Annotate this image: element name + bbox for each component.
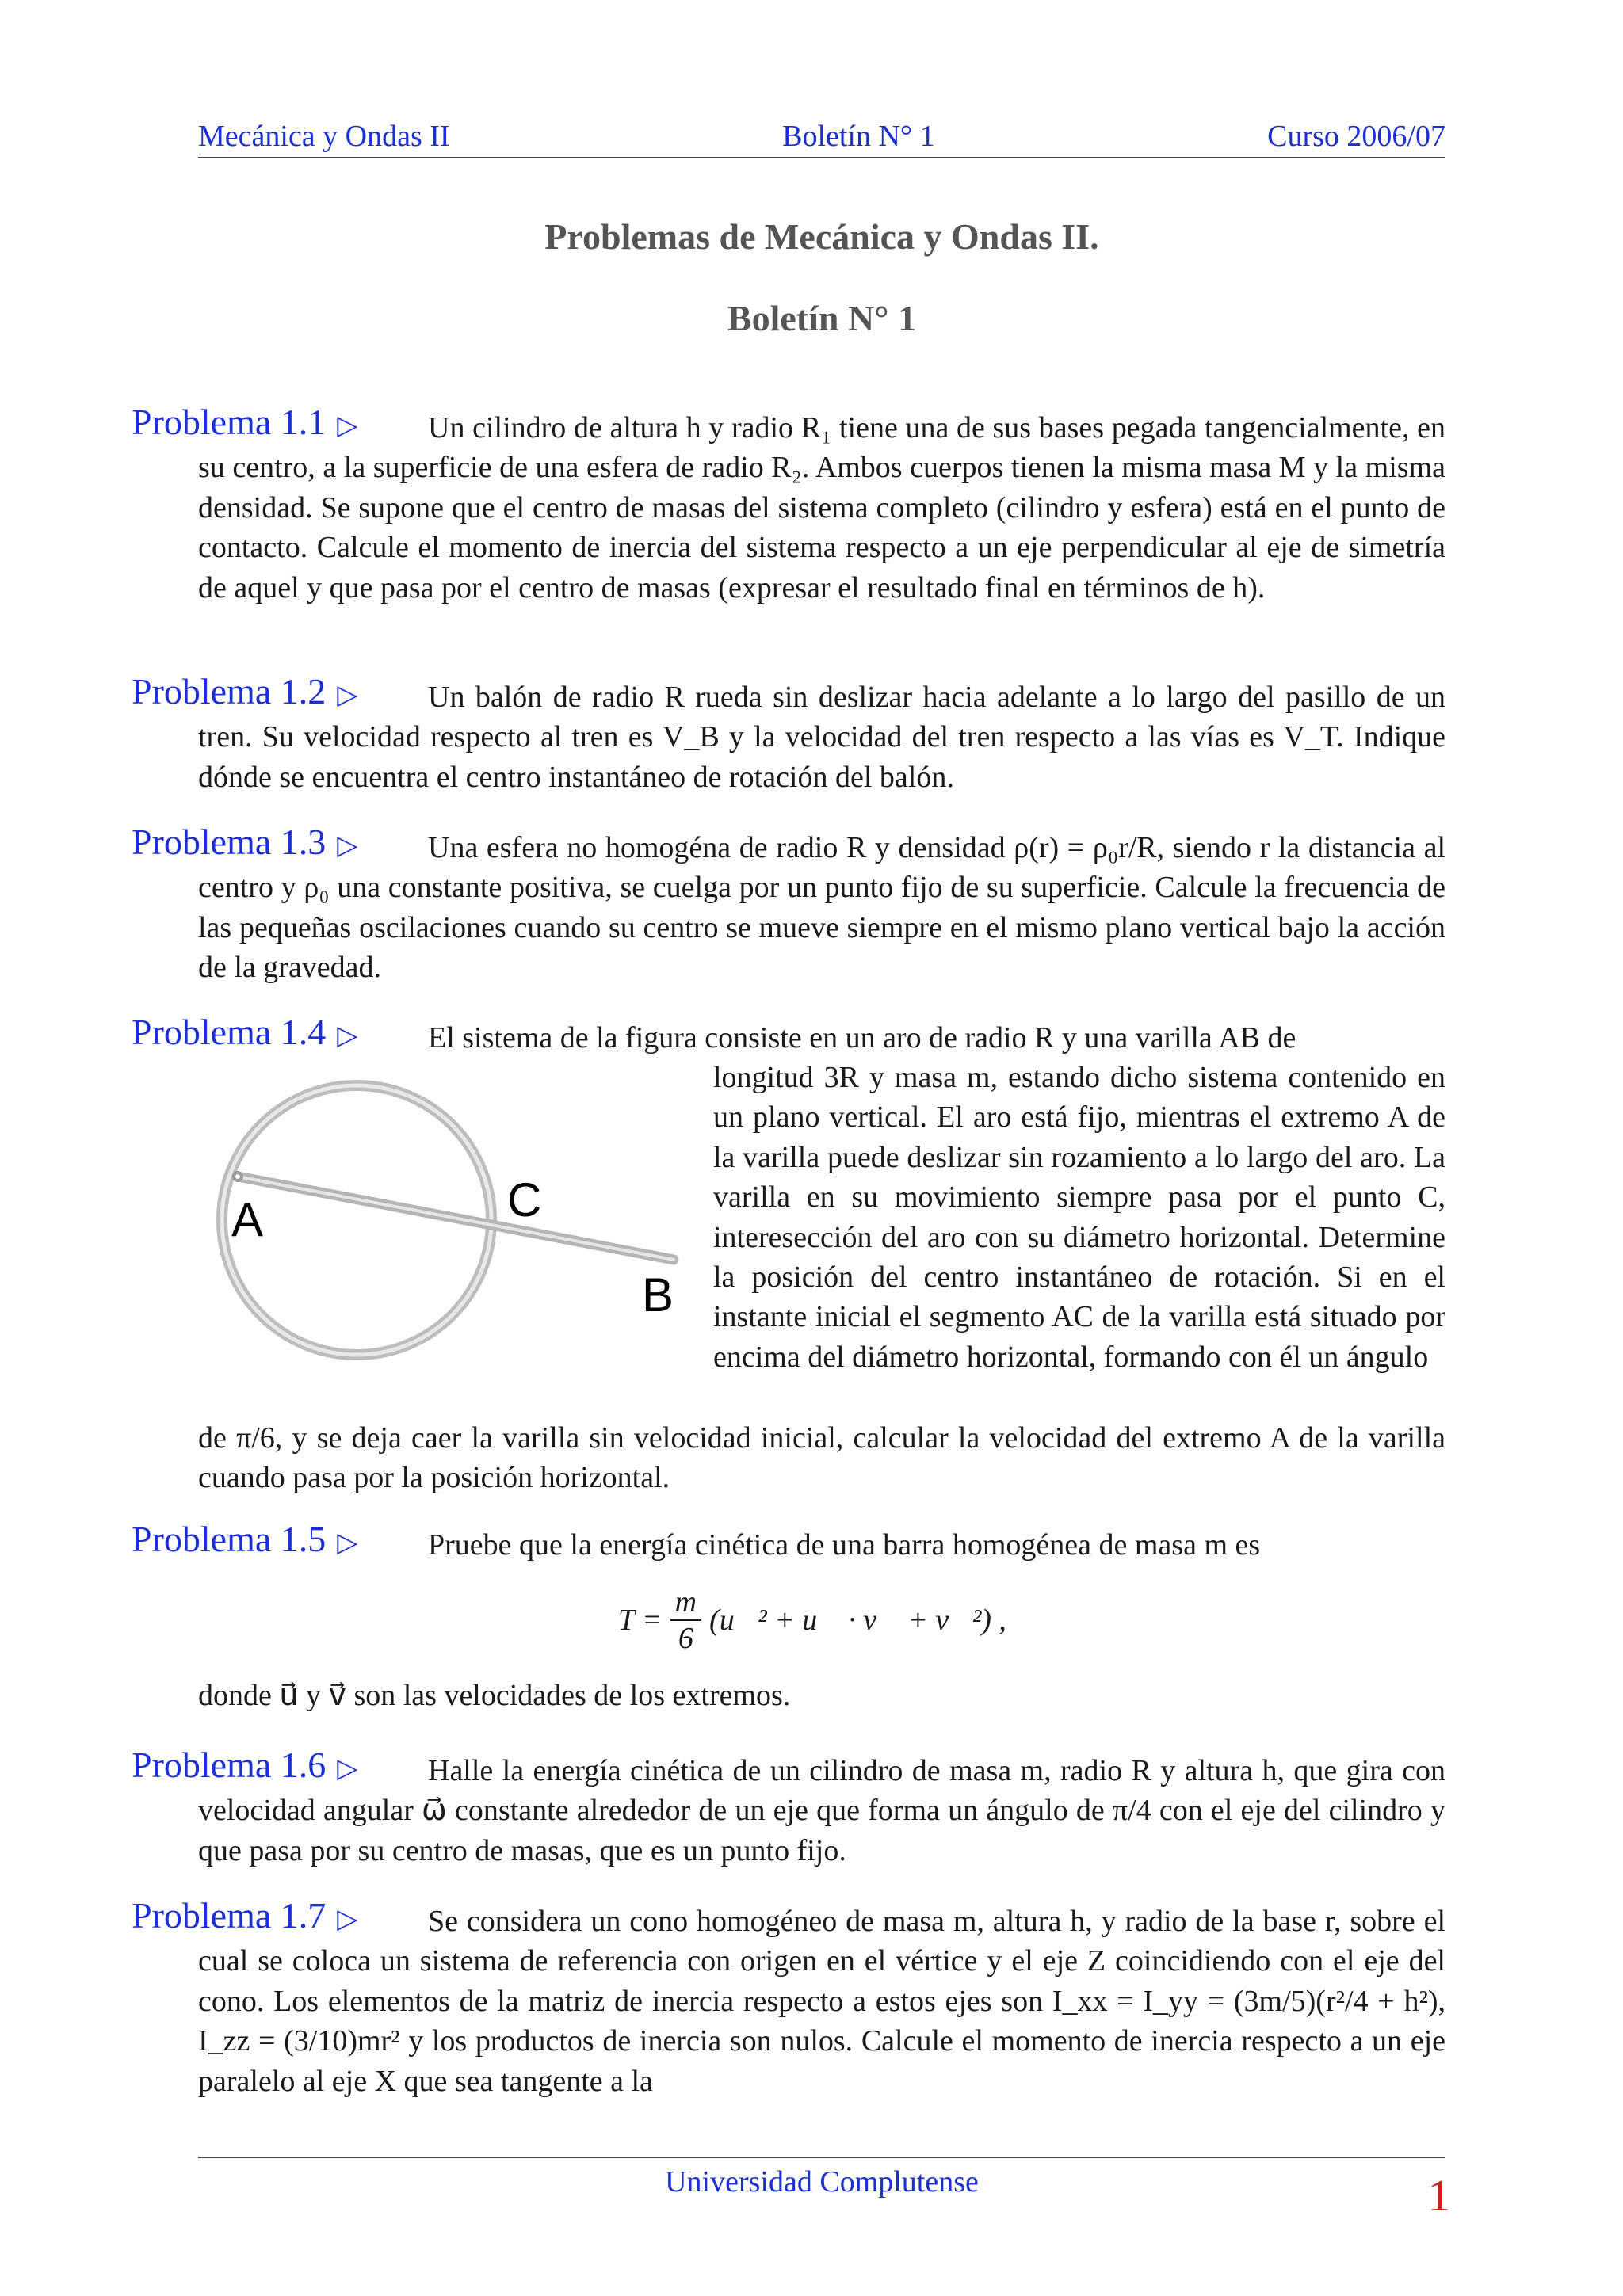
triangle-right-icon: ▷	[337, 1754, 358, 1783]
problem-heading: Problema 1.2 ▷	[132, 671, 358, 711]
formula-rhs: (u⃗² + u⃗ · v⃗ + v⃗²) ,	[709, 1604, 1006, 1637]
label-b: B	[642, 1268, 674, 1322]
problem-text: Un cilindro de altura h y radio R₁ tiene una de sus bases pegada tangencialmente, en su centro, a la superficie de una esfera de radio R₂. Ambos cuerpos tienen la misma masa M y la misma densidad. Se supone que el centro de masas del sistema completo (cilindro y esfera) está en el punto de contacto. Calcule el momento de inercia del sistema respecto a un eje perpendicular al eje de simetría de aquel y que pasa por el centro de masas (expresar el resultado final en términos de h).	[198, 411, 1445, 605]
problem-1-1	[132, 402, 1445, 608]
header-year: Curso 2006/07	[1267, 120, 1445, 153]
problem-heading: Problema 1.3 ▷	[132, 822, 358, 862]
problem-1-7	[132, 1895, 1445, 2101]
triangle-right-icon: ▷	[337, 1905, 358, 1934]
running-header	[198, 119, 1445, 158]
formula-numerator: m	[670, 1585, 701, 1621]
formula-lhs: T =	[618, 1604, 663, 1637]
problem-1-4-bottom-text: de π/6, y se deja caer la varilla sin velocidad inicial, calcular la velocidad del extremo A de la varilla cuando pasa por la posición horizontal.	[198, 1421, 1445, 1495]
problem-heading: Problema 1.7 ▷	[132, 1895, 358, 1936]
problem-1-2	[132, 671, 1445, 797]
problem-1-4	[132, 1012, 1445, 1058]
problem-text: Una esfera no homogéna de radio R y densidad ρ(r) = ρ₀r/R, siendo r la distancia al centro y ρ₀ una constante positiva, se cuelga por un punto fijo de su superficie. Calcule la frecuencia de las pequeñas oscilaciones cuando su centro se mueve siempre en el mismo plano vertical bajo la acción de la gravedad.	[198, 831, 1445, 985]
triangle-right-icon: ▷	[337, 681, 358, 710]
triangle-right-icon: ▷	[337, 1528, 358, 1558]
problem-1-6	[132, 1745, 1445, 1871]
problem-1-4-side-text: longitud 3R y masa m, estando dicho sistema contenido en un plano vertical. El aro está fijo, mientras el extremo A de la varilla puede deslizar sin rozamiento a lo largo del aro. La varilla en su movimiento siempre pasa por el punto C, interesección del aro con su diámetro horizontal. Determine la posición del centro instantáneo de rotación. Si en el instante inicial el segmento AC de la varilla está situado por encima del diámetro horizontal, formando con él un ángulo	[713, 1061, 1445, 1374]
kinetic-energy-formula	[618, 1585, 1006, 1656]
triangle-right-icon: ▷	[337, 831, 358, 860]
problem-heading: Problema 1.1 ▷	[132, 402, 358, 442]
document-subtitle: Boletín N° 1	[727, 298, 917, 338]
problem-heading: Problema 1.5 ▷	[132, 1519, 358, 1559]
footer-rule	[198, 2157, 1445, 2158]
rod-highlight	[238, 1177, 674, 1260]
document-title: Problemas de Mecánica y Ondas II.	[544, 216, 1099, 257]
formula-denominator: 6	[678, 1622, 693, 1655]
triangle-right-icon: ▷	[337, 411, 358, 441]
hoop-rod-figure	[214, 1066, 705, 1375]
triangle-right-icon: ▷	[337, 1021, 358, 1051]
problem-text: Pruebe que la energía cinética de una barra homogénea de masa m es	[428, 1528, 1261, 1562]
problem-text: Halle la energía cinética de un cilindro de masa m, radio R y altura h, que gira con velocidad angular ω⃗ constante alrededor de un eje que forma un ángulo de π/4 con el eje del cilindro y que pasa por su centro de masas, que es un punto fijo.	[198, 1754, 1445, 1867]
header-course: Mecánica y Ondas II	[198, 120, 450, 153]
label-a: A	[231, 1193, 264, 1246]
label-c: C	[507, 1173, 542, 1226]
problem-heading: Problema 1.6 ▷	[132, 1745, 358, 1785]
problem-text-top: El sistema de la figura consiste en un aro de radio R y una varilla AB de	[428, 1021, 1296, 1055]
problem-heading: Problema 1.4 ▷	[132, 1012, 358, 1052]
header-bulletin: Boletín N° 1	[782, 120, 935, 153]
problem-text: Un balón de radio R rueda sin deslizar hacia adelante a lo largo del pasillo de un tren. Su velocidad respecto al tren es V_B y la velocidad del tren respecto a las vías es V_T. Indique dónde se encuentra el centro instantáneo de rotación del balón.	[198, 681, 1445, 794]
problem-1-3	[132, 822, 1445, 988]
formula-fraction	[670, 1585, 701, 1656]
page-number: 1	[1428, 2172, 1450, 2221]
footer-institution: Universidad Complutense	[665, 2165, 979, 2199]
point-a-center	[235, 1174, 240, 1179]
problem-text: Se considera un cono homogéneo de masa m, altura h, y radio de la base r, sobre el cual se coloca un sistema de referencia con origen en el vértice y el eje Z coincidiendo con el eje del cono. Los elementos de la matriz de inercia respecto a estos ejes son I_xx = I_yy = (3m/5)(r²/4 + h²), I_zz = (3/10)mr² y los productos de inercia son nulos. Calcule el momento de inercia respecto a un eje paralelo al eje X que sea tangente a la	[198, 1905, 1445, 2098]
problem-1-5	[132, 1519, 1445, 1565]
problem-1-5-after-text: donde u⃗ y v⃗ son las velocidades de los extremos.	[198, 1679, 791, 1712]
hoop-rod-diagram	[214, 1066, 705, 1375]
